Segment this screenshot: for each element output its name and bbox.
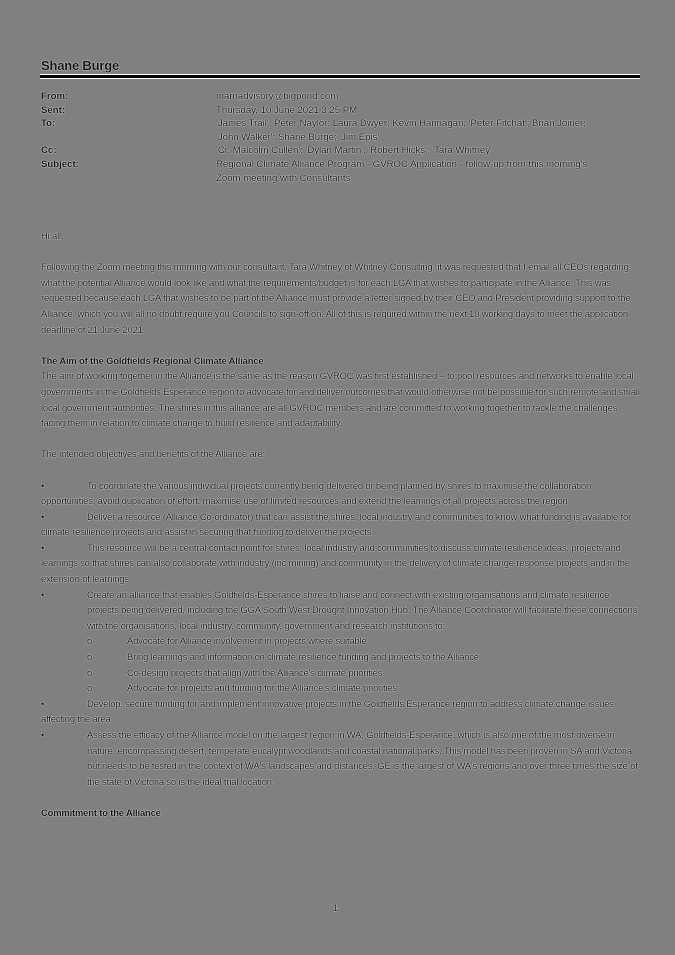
bullet-icon: • xyxy=(41,479,45,491)
bullet-icon: • xyxy=(41,697,45,709)
spacer xyxy=(41,789,641,805)
objectives-intro: The intended objectives and benefits of the Alliance are: xyxy=(41,448,265,460)
sub-bullet xyxy=(41,665,641,681)
circle-bullet-icon: o xyxy=(87,635,93,647)
sent-label: Sent: xyxy=(41,104,65,116)
sub-bullet xyxy=(41,680,641,696)
sender-name: Shane Burge xyxy=(41,58,119,73)
objective-bullet xyxy=(41,509,641,540)
objective-bullet xyxy=(41,540,641,587)
cc-label: Cc: xyxy=(41,145,57,157)
bullet-text: This resource will be a central contact point for shires, local industry and communities to discuss climate resilience ideas, projects and learnings so that shires can also collaborate with industry (inc mining) and community in the delivery of climate change response projects and in the extension of learnings xyxy=(41,541,630,585)
subject-row xyxy=(41,158,641,185)
bullet-icon: • xyxy=(41,729,45,740)
from-row xyxy=(41,90,641,104)
header-divider xyxy=(40,74,640,79)
objective-bullet-develop xyxy=(41,696,641,727)
bullet-text: Develop, secure funding for and implement innovative projects in the Goldfields Esperance region to address climate change issues affecting the area xyxy=(41,697,614,725)
cc-value: 'Cr. Malcolm Cullen'; 'Dylan Martin'; 'Robert Hicks'; 'Tara Whitney' xyxy=(216,145,492,157)
spacer xyxy=(41,462,641,478)
sub-bullet xyxy=(41,649,641,665)
bullet-text: Create an alliance that enables Goldfields-Esperance shires to liaise and connect with existing organisations and climate resilience projects being delivered, including the GGA South West Drought Innovation Hub. The Alliance Coordinator will facilitate these connections with the organisations, local industry, community, government and research institutions to: xyxy=(87,588,638,631)
sub-bullet-text: Bring learnings and information on climate resilience funding and projects to the Alliance xyxy=(127,651,479,663)
bullet-text: Assess the efficacy of the Alliance model on the largest region in WA, Goldfields-Esperance, which is also one of the most diverse in nature, encompassing desert, temperate eucalypt woodlands and coastal national parks. This model has been proven in SA and Victoria but needs to be tested in the context of WA's landscapes and distances. GE is the largest of WA's regions and over three times the size of the state of Victoria so is the ideal trial location. xyxy=(87,729,638,787)
objective-bullet xyxy=(41,478,641,509)
to-label: To: xyxy=(41,118,56,130)
sub-bullet-text: Advocate for Alliance involvement in projects where suitable xyxy=(127,635,367,647)
page-number: 1 xyxy=(333,903,339,913)
subject-value: Regional Climate Alliance Program - GVROC Application - follow-up from this morning's Zoom meeting with Consultants xyxy=(216,158,588,184)
bullet-icon: • xyxy=(41,588,45,600)
aim-heading: The Aim of the Goldfields Regional Climate Alliance xyxy=(41,354,264,366)
subject-label: Subject: xyxy=(41,158,79,170)
intro-paragraph: Following the Zoom meeting this morning with our consultant, Tara Whitney of Whitney Consulting, it was requested that I email all CEOs regarding what the potential Alliance would look like and what the requirements/budget is for each LGA that wishes to participate in the Alliance. This was requested because each LGA that wishes to be part of the Alliance must provide a letter signed by their CEO and President providing support to the Alliance, which you will all no doubt require you Councils to sign-off on. All of this is required within the next 10 working days to meet the application deadline of 21 June 2021. xyxy=(41,261,631,335)
spacer xyxy=(41,244,641,260)
sub-bullet-text: Advocate for projects and funding for the Alliance's climate priorities xyxy=(127,682,397,694)
bullet-text: To coordinate the various individual projects currently being delivered or being planned by shires to maximise the collaboration opportunities, avoid duplication of effort, maximise use of limited resources and extend the learnings of all projects across the region xyxy=(41,479,592,507)
to-row xyxy=(41,117,641,144)
to-value: 'James Trail'; Peter Naylor; Laura Dwyer; Kevin Hannagan; 'Peter Fitchat'; Brian Joiner; 'John Walker'; Shane Burge; 'Jim Epis' xyxy=(216,118,586,143)
circle-bullet-icon: o xyxy=(87,651,93,663)
sent-value: Thursday, 10 June 2021 3:25 PM xyxy=(216,104,358,116)
from-value[interactable]: marnadvisory@bigpond.com xyxy=(216,91,339,102)
aim-paragraph: The aim of working together in the Alliance is the same as the reason GVROC was first established – to pool resources and networks to enable local governments in the Goldfields Esperance region to advocate for and deliver outcomes that would otherwise not be possible for such remote and small local government authorities. The shires in this alliance are all GVROC members and are committed to working together to tackle the challenges facing them in relation to climate change to build resilience and adaptability. xyxy=(41,370,640,429)
objective-bullet-assess xyxy=(41,727,641,789)
spacer xyxy=(41,431,641,447)
greeting: Hi all, xyxy=(41,230,64,241)
sent-row xyxy=(41,104,641,118)
from-label: From: xyxy=(41,91,69,102)
cc-row xyxy=(41,144,641,158)
objective-bullet-alliance xyxy=(41,587,641,634)
bullet-icon: • xyxy=(41,541,45,553)
circle-bullet-icon: o xyxy=(87,666,93,678)
bullet-text: Deliver a resource (Alliance Co-ordinator) that can assist the shires, local industry and communities to know what funding is available for climate resilience projects and assist in securing that funding to deliver the projects xyxy=(41,510,631,538)
bullet-icon: • xyxy=(41,510,45,522)
email-header xyxy=(41,90,641,185)
spacer xyxy=(41,337,641,353)
commitment-heading: Commitment to the Alliance xyxy=(41,806,161,818)
email-body xyxy=(41,228,641,821)
sub-bullet-text: Co-design projects that align with the Alliance's climate priorities xyxy=(127,666,383,678)
circle-bullet-icon: o xyxy=(87,682,93,694)
sub-bullet xyxy=(41,633,641,649)
